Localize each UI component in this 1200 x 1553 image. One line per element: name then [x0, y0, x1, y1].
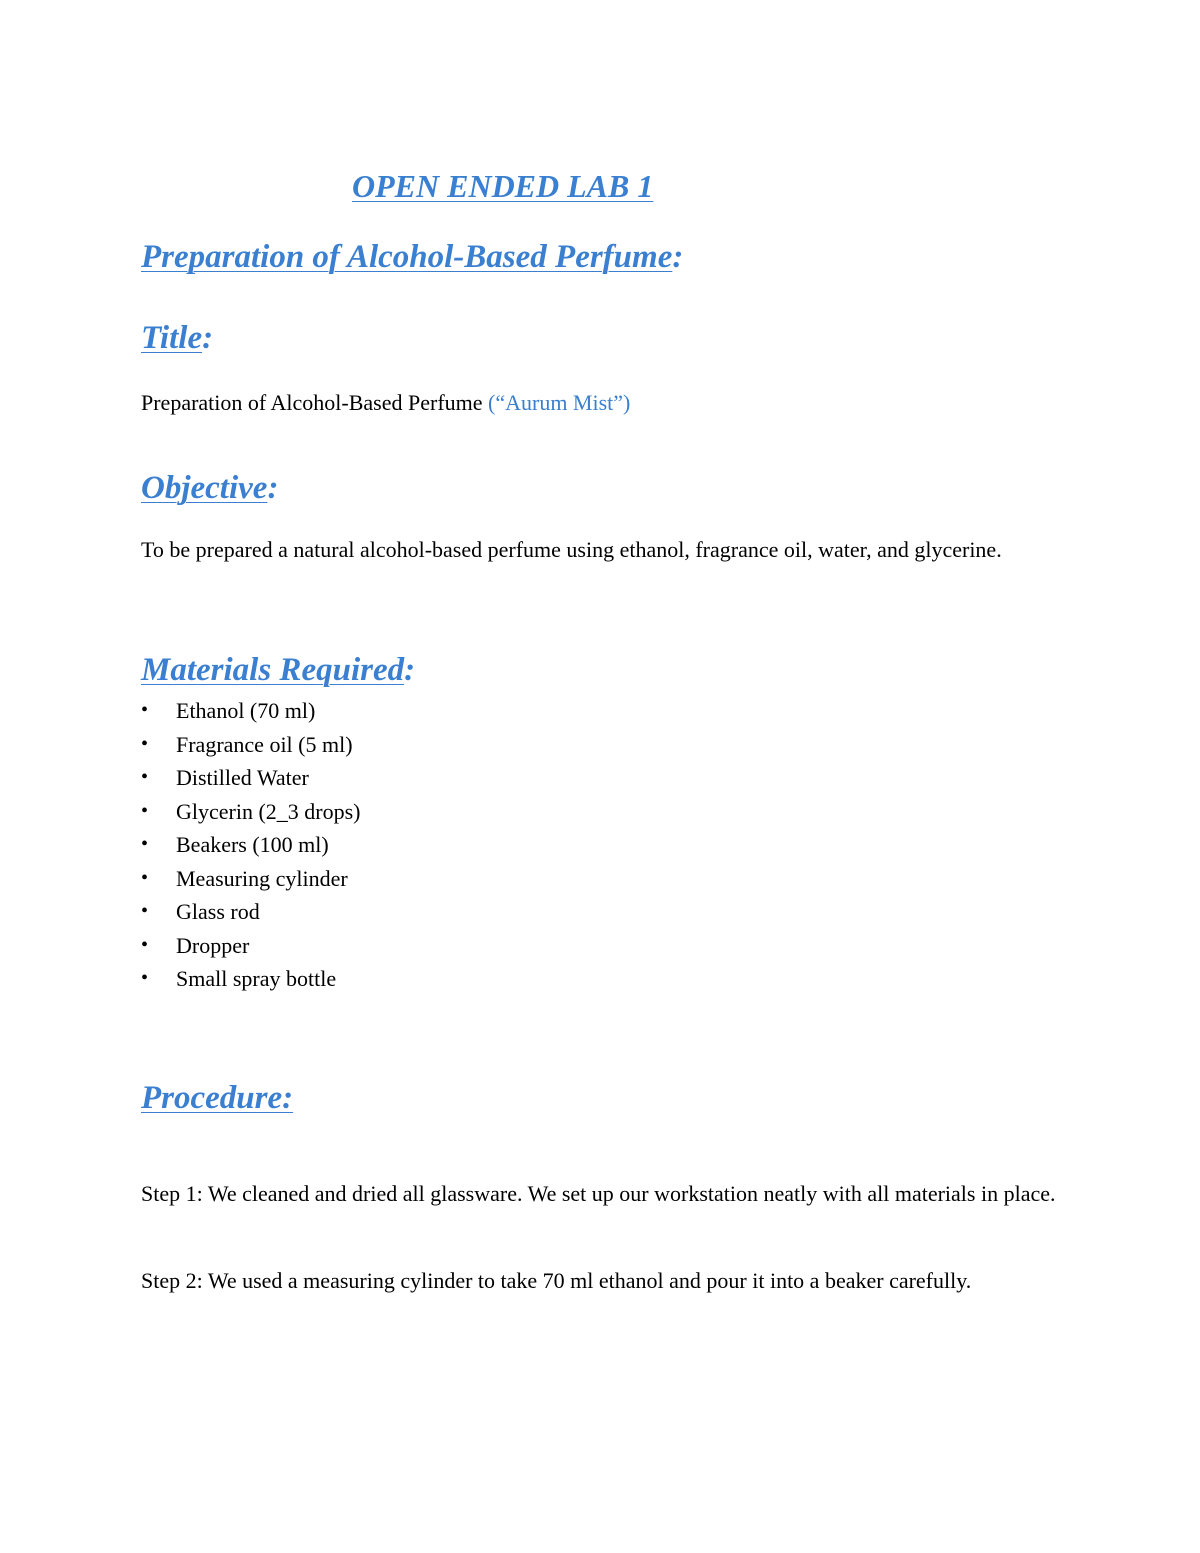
material-text: Dropper [176, 932, 250, 958]
title-heading-text: Title [141, 320, 203, 356]
list-item [141, 795, 361, 829]
subtitle-heading [141, 237, 683, 277]
material-text: Beakers (100 ml) [176, 832, 329, 857]
title-heading [141, 318, 213, 358]
perfume-name: (“Aurum Mist”) [488, 390, 631, 415]
materials-heading-text: Materials Required [141, 652, 405, 688]
bullet: • [141, 833, 149, 855]
bullet: • [141, 900, 149, 922]
list-item [141, 929, 361, 963]
subtitle-heading-text: Preparation of Alcohol-Based Perfume [141, 239, 673, 275]
bullet: • [141, 766, 149, 788]
list-item [141, 761, 361, 795]
objective-paragraph: To be prepared a natural alcohol-based perfume using ethanol, fragrance oil, water, and glycerine. [141, 537, 1002, 562]
bullet: • [141, 699, 149, 721]
procedure-step-2: Step 2: We used a measuring cylinder to take 70 ml ethanol and pour it into a beaker carefully. [141, 1268, 972, 1293]
materials-list [141, 694, 361, 996]
bullet: • [141, 799, 149, 822]
title-paragraph [141, 386, 1061, 420]
bullet: • [141, 967, 149, 989]
material-text: Glass rod [176, 899, 260, 924]
material-text: Fragrance oil (5 ml) [176, 731, 353, 757]
document-title: OPEN ENDED LAB 1 [352, 168, 654, 204]
objective-heading [141, 468, 278, 508]
objective-heading-colon: : [267, 470, 279, 506]
title-heading-colon: : [202, 320, 214, 356]
materials-heading [141, 650, 415, 690]
list-item [141, 694, 361, 728]
material-text: Small spray bottle [176, 966, 337, 991]
list-item [141, 895, 361, 929]
subtitle-heading-colon: : [672, 239, 684, 275]
materials-heading-colon: : [404, 652, 416, 688]
list-item [141, 828, 361, 862]
title-paragraph-text: Preparation of Alcohol-Based Perfume [141, 390, 489, 415]
procedure-step-1: Step 1: We cleaned and dried all glassware. We set up our workstation neatly with all materials in place. [141, 1181, 1056, 1206]
material-text: Ethanol (70 ml) [176, 698, 316, 723]
procedure-heading [141, 1078, 293, 1118]
list-item [141, 962, 361, 996]
bullet: • [141, 866, 149, 889]
material-text: Distilled Water [176, 765, 309, 790]
list-item [141, 728, 361, 762]
procedure-heading-text: Procedure: [141, 1080, 294, 1116]
material-text: Measuring cylinder [176, 865, 348, 891]
material-text: Glycerin (2_3 drops) [176, 798, 361, 824]
objective-heading-text: Objective [141, 470, 268, 506]
bullet: • [141, 933, 149, 956]
list-item [141, 862, 361, 896]
bullet: • [141, 732, 149, 755]
